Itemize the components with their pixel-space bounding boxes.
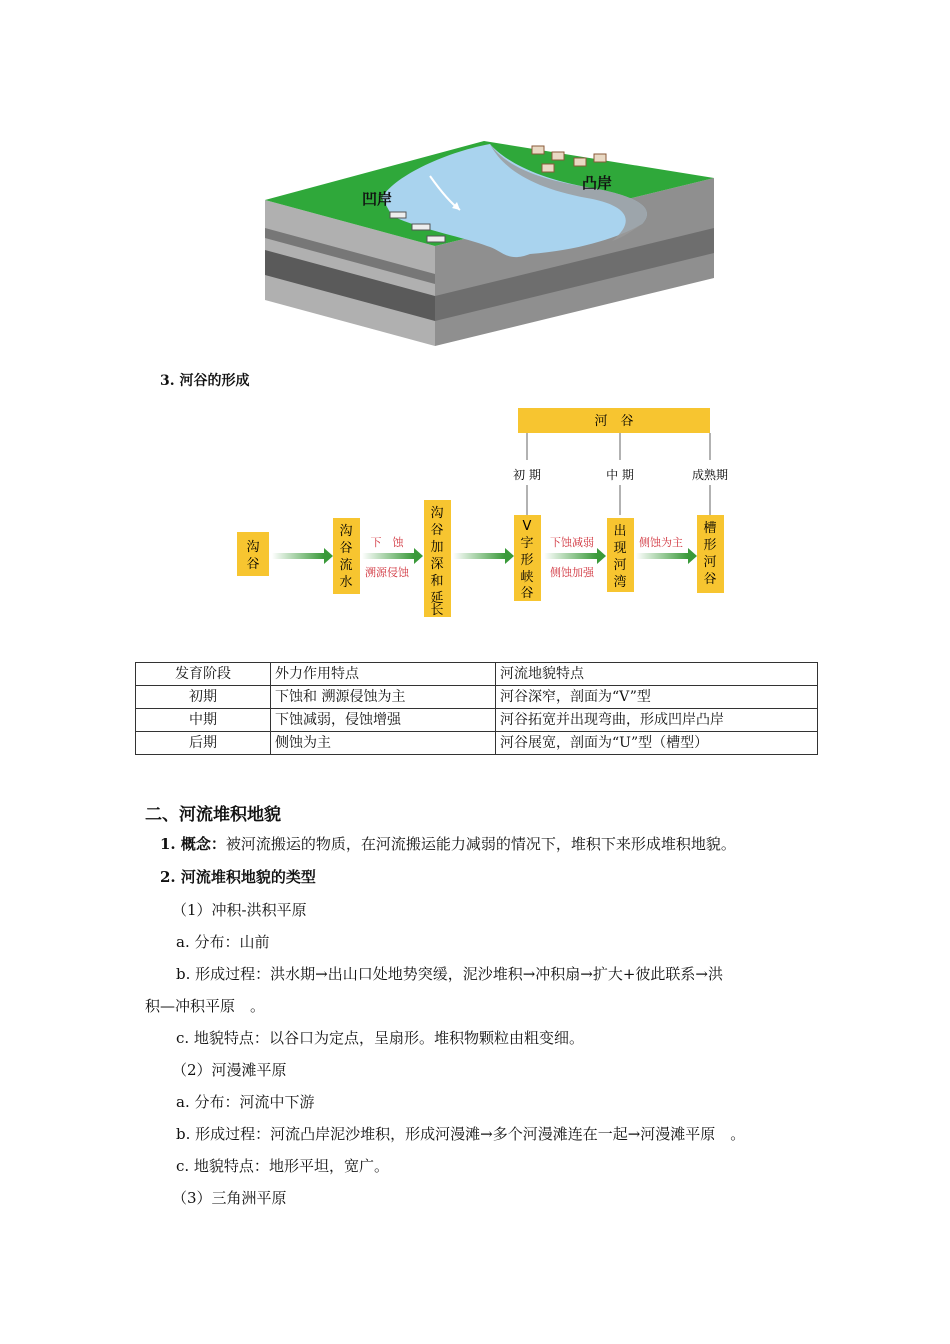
svg-text:河: 河 <box>613 558 627 573</box>
concept-label: 1. 概念： <box>160 835 226 853</box>
table-cell: 下蚀减弱，侵蚀增强 <box>271 709 496 732</box>
type1-title: （1）冲积-洪积平原 <box>172 901 307 919</box>
svg-text:谷: 谷 <box>430 523 444 538</box>
svg-text:流: 流 <box>339 558 353 573</box>
arrow1-bottom: 溯源侵蚀 <box>365 566 409 579</box>
table-cell: 下蚀和 溯源侵蚀为主 <box>271 686 496 709</box>
table-cell: 初期 <box>136 686 271 709</box>
table-cell: 河谷拓宽并出现弯曲，形成凹岸凸岸 <box>496 709 818 732</box>
arrow4-top: 侧蚀为主 <box>639 536 683 549</box>
svg-text:谷: 谷 <box>339 541 353 556</box>
svg-text:V: V <box>522 519 532 534</box>
type1-c: c. 地貌特点：以谷口为定点，呈扇形。堆积物颗粒由粗变细。 <box>176 1029 584 1047</box>
table-header: 发育阶段 <box>136 663 271 686</box>
table-row <box>136 732 818 755</box>
type2-a: a. 分布：河流中下游 <box>176 1093 315 1111</box>
type1-a: a. 分布：山前 <box>176 933 270 951</box>
table-cell: 河谷展宽，剖面为“U”型（槽型） <box>496 732 818 755</box>
table-header-row <box>136 663 818 686</box>
svg-text:现: 现 <box>613 541 627 556</box>
svg-text:湾: 湾 <box>613 575 627 590</box>
table-header: 外力作用特点 <box>271 663 496 686</box>
svg-text:沟: 沟 <box>246 540 260 555</box>
svg-text:沟: 沟 <box>430 506 444 521</box>
svg-text:谷: 谷 <box>520 586 534 601</box>
svg-text:长: 长 <box>430 603 444 618</box>
type3-title: （3）三角洲平原 <box>172 1189 287 1207</box>
arrow3-top: 下蚀减弱 <box>550 536 594 549</box>
svg-text:槽: 槽 <box>703 521 717 536</box>
valley-formation-flowchart <box>232 405 742 630</box>
svg-text:加: 加 <box>430 540 444 555</box>
svg-text:沟: 沟 <box>339 524 353 539</box>
table-header: 河流地貌特点 <box>496 663 818 686</box>
valley-stage-table <box>135 662 818 755</box>
stage-early: 初 期 <box>513 468 541 482</box>
section2-heading: 二、河流堆积地貌 <box>145 805 281 825</box>
table-cell: 后期 <box>136 732 271 755</box>
valley-label: 河 谷 <box>594 414 634 429</box>
svg-text:深: 深 <box>430 557 444 572</box>
table-row <box>136 686 818 709</box>
svg-text:形: 形 <box>703 538 717 553</box>
type1-b-line1: b. 形成过程：洪水期→出山口处地势突缓，泥沙堆积→冲积扇→扩大+彼此联系→洪 <box>176 965 723 983</box>
table-cell: 侧蚀为主 <box>271 732 496 755</box>
svg-text:形: 形 <box>520 553 534 568</box>
svg-text:字: 字 <box>520 536 534 551</box>
type2-c: c. 地貌特点：地形平坦，宽广。 <box>176 1157 389 1175</box>
svg-text:延: 延 <box>430 591 444 606</box>
arrow1-top: 下 蚀 <box>370 536 404 549</box>
table-cell: 河谷深窄，剖面为“V”型 <box>496 686 818 709</box>
svg-text:和: 和 <box>430 574 444 589</box>
types-title: 2. 河流堆积地貌的类型 <box>160 868 316 886</box>
svg-text:河: 河 <box>703 555 717 570</box>
section3-title: 3. 河谷的形成 <box>160 373 250 389</box>
svg-text:水: 水 <box>339 575 353 590</box>
svg-text:出: 出 <box>613 524 627 539</box>
table-row <box>136 709 818 732</box>
convex-bank-label: 凸岸 <box>582 174 613 192</box>
type2-b: b. 形成过程：河流凸岸泥沙堆积，形成河漫滩→多个河漫滩连在一起→河漫滩平原 。 <box>176 1125 746 1143</box>
svg-text:谷: 谷 <box>703 572 717 587</box>
svg-text:峡: 峡 <box>520 570 534 585</box>
concept-text: 被河流搬运的物质，在河流搬运能力减弱的情况下，堆积下来形成堆积地貌。 <box>225 835 736 853</box>
type1-b-line2: 积—冲积平原 。 <box>145 997 266 1015</box>
arrow3-bottom: 侧蚀加强 <box>550 566 594 579</box>
table-cell: 中期 <box>136 709 271 732</box>
svg-text:谷: 谷 <box>246 557 260 572</box>
stage-mature: 成熟期 <box>691 468 729 482</box>
river-bend-diagram <box>262 138 722 353</box>
concave-bank-label: 凹岸 <box>362 190 393 208</box>
type2-title: （2）河漫滩平原 <box>172 1061 287 1079</box>
stage-mid: 中 期 <box>606 468 634 482</box>
